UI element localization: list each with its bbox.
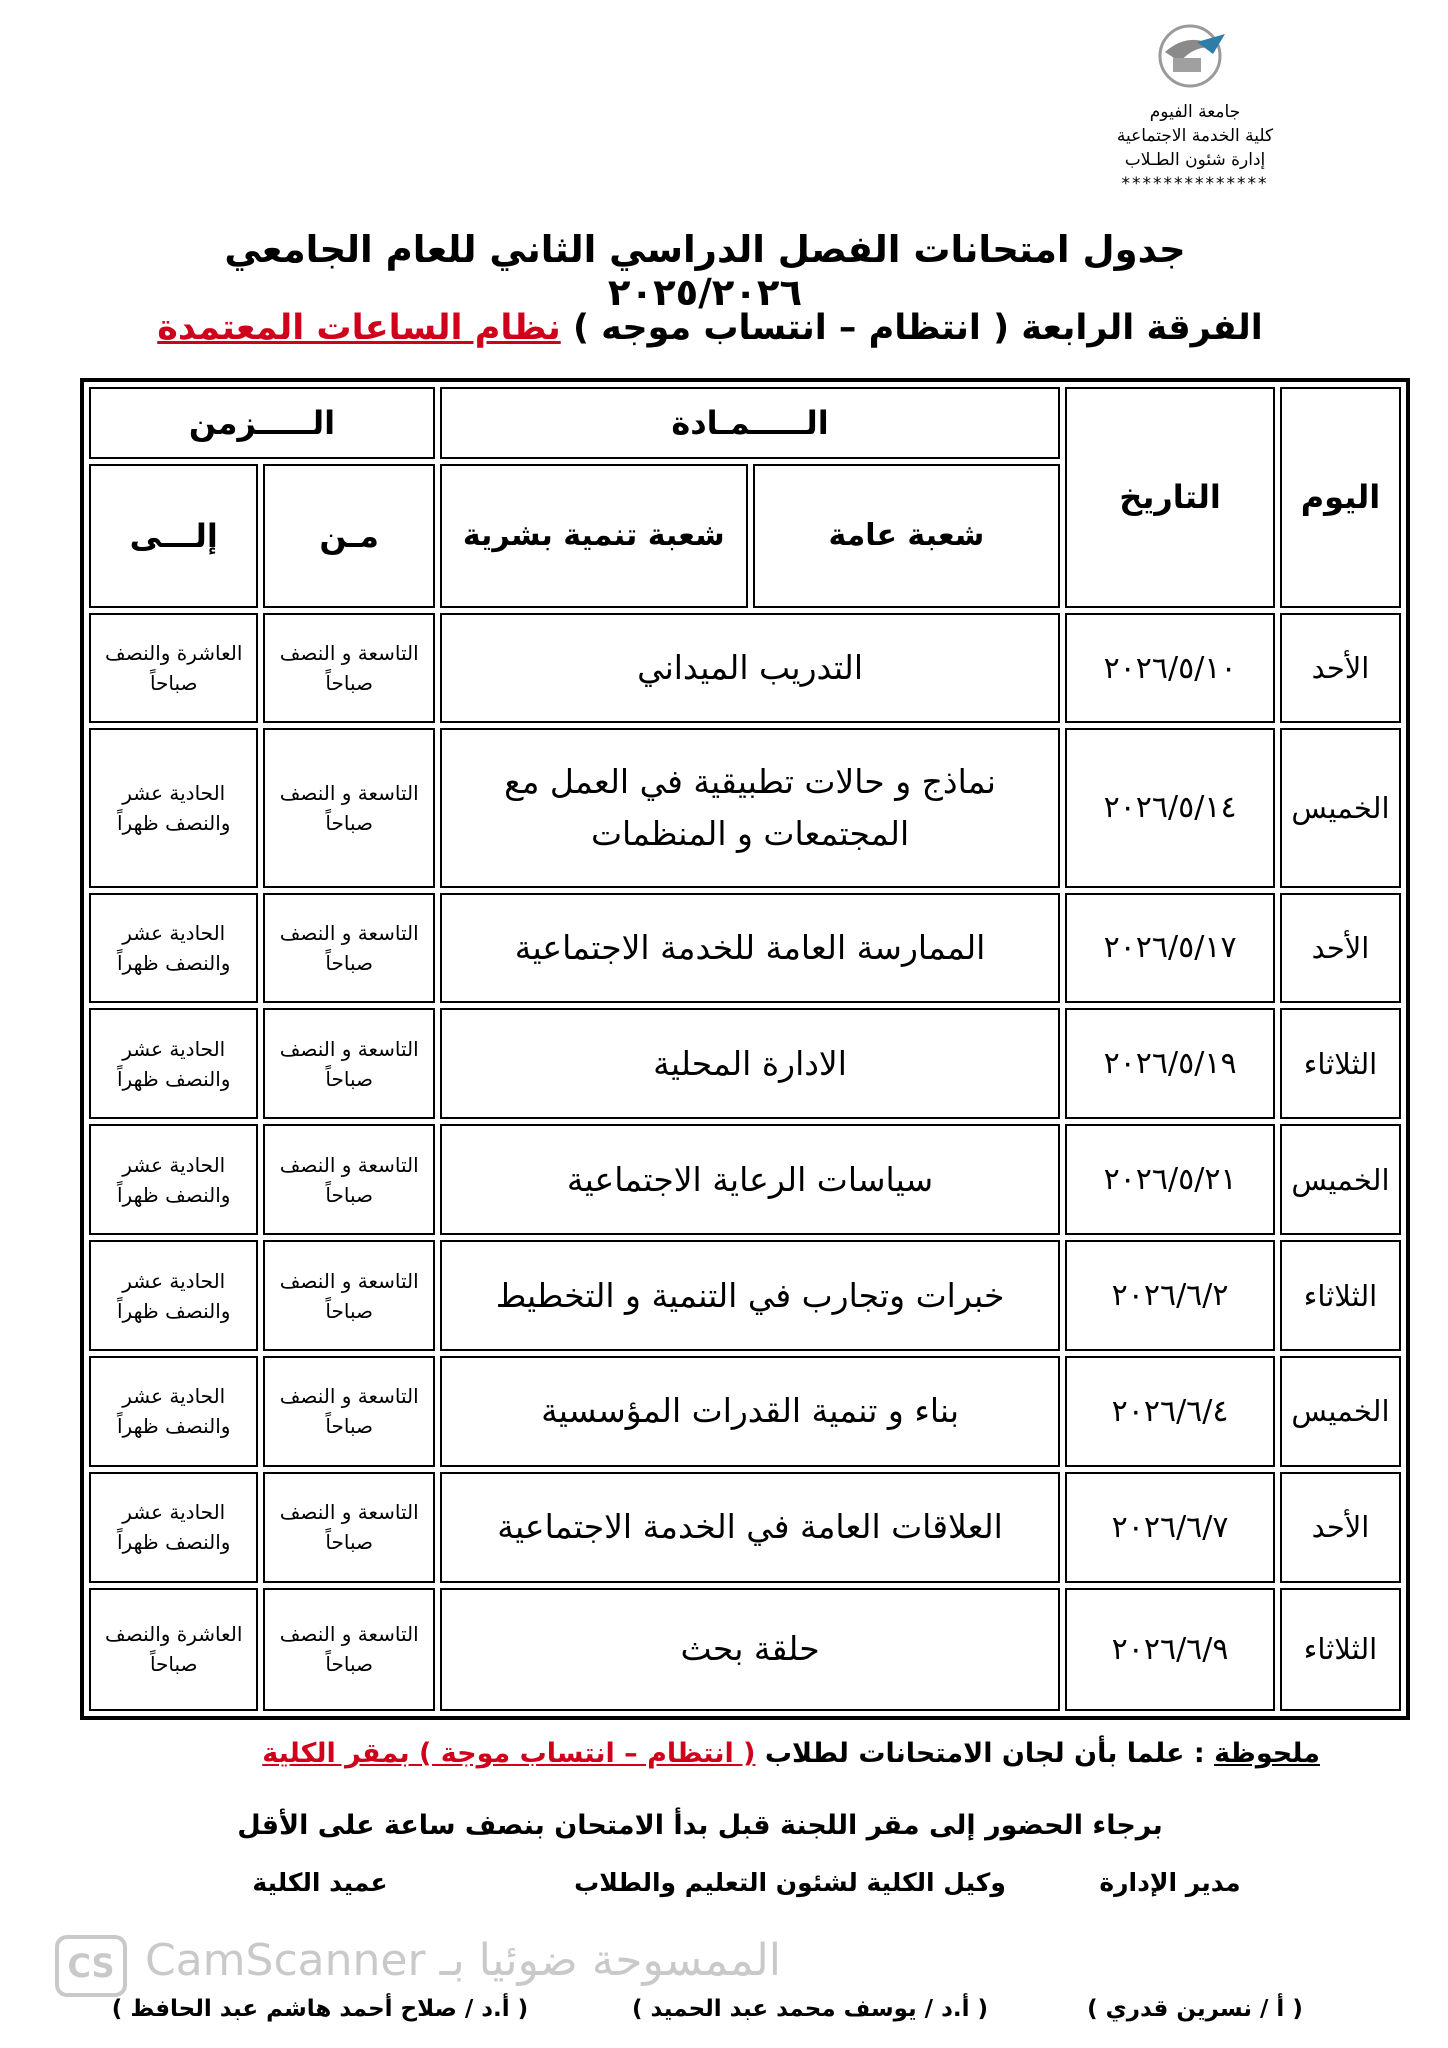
note-label: ملحوظة — [1214, 1738, 1320, 1769]
cell-subject: خبرات وتجارب في التنمية و التخطيط — [440, 1240, 1060, 1351]
header-to: إلـــى — [89, 464, 258, 608]
table-row — [89, 1472, 1401, 1583]
cell-from: التاسعة و النصف صباحاً — [263, 1588, 434, 1711]
faculty-name: كلية الخدمة الاجتماعية — [1116, 126, 1274, 146]
cell-subject: الادارة المحلية — [440, 1008, 1060, 1119]
cell-from: التاسعة و النصف صباحاً — [263, 1008, 434, 1119]
header-from: مـن — [263, 464, 434, 608]
cell-subject: الممارسة العامة للخدمة الاجتماعية — [440, 893, 1060, 1004]
cell-day: الأحد — [1280, 893, 1401, 1004]
cell-to: الحادية عشر والنصف ظهراً — [89, 1472, 258, 1583]
camscanner-text: CamScanner الممسوحة ضوئيا بـ — [145, 1935, 781, 1986]
cell-from: التاسعة و النصف صباحاً — [263, 893, 434, 1004]
cell-date: ٢٠٢٦/٦/٤ — [1065, 1356, 1275, 1467]
cell-to: الحادية عشر والنصف ظهراً — [89, 1124, 258, 1235]
cell-to: الحادية عشر والنصف ظهراً — [89, 1008, 258, 1119]
cell-from: التاسعة و النصف صباحاً — [263, 1472, 434, 1583]
page-subtitle — [150, 308, 1270, 348]
note-line-1 — [120, 1738, 1320, 1769]
header-date: التاريخ — [1065, 387, 1275, 608]
exam-schedule-table — [80, 378, 1410, 1720]
cell-to: الحادية عشر والنصف ظهراً — [89, 1356, 258, 1467]
header-day: اليوم — [1280, 387, 1401, 608]
note-location: ( انتظام – انتساب موجة ) بمقر الكلية — [262, 1738, 756, 1769]
cell-day: الثلاثاء — [1280, 1240, 1401, 1351]
cell-date: ٢٠٢٦/٦/٧ — [1065, 1472, 1275, 1583]
cell-date: ٢٠٢٦/٦/٩ — [1065, 1588, 1275, 1711]
cell-subject: التدريب الميداني — [440, 613, 1060, 724]
dean-name: ( أ.د / صلاح أحمد هاشم عبد الحافظ ) — [111, 1996, 529, 2022]
table-row — [89, 1240, 1401, 1351]
note-text: : علما بأن لجان الامتحانات لطلاب — [764, 1738, 1205, 1769]
cell-day: الخميس — [1280, 1356, 1401, 1467]
cell-to: العاشرة والنصف صباحاً — [89, 613, 258, 724]
table-row — [89, 893, 1401, 1004]
university-logo — [1125, 22, 1255, 104]
table-row — [89, 1124, 1401, 1235]
cell-day: الأحد — [1280, 613, 1401, 724]
header-time: الـــــزمن — [89, 387, 435, 459]
cell-date: ٢٠٢٦/٥/١٧ — [1065, 893, 1275, 1004]
header-subject: الـــــمـادة — [440, 387, 1060, 459]
stars-divider: ************** — [1121, 174, 1269, 194]
subtitle-system: نظام الساعات المعتمدة — [157, 308, 561, 348]
cell-day: الثلاثاء — [1280, 1588, 1401, 1711]
page-title: جدول امتحانات الفصل الدراسي الثاني للعام الجامعي ٢٠٢٥/٢٠٢٦ — [224, 228, 1186, 314]
cell-date: ٢٠٢٦/٥/١٠ — [1065, 613, 1275, 724]
header-general-division: شعبة عامة — [753, 464, 1061, 608]
cell-day: الأحد — [1280, 1472, 1401, 1583]
manager-name: ( أ / نسرين قدري ) — [1087, 1996, 1303, 2022]
cell-subject: سياسات الرعاية الاجتماعية — [440, 1124, 1060, 1235]
header-hd-division: شعبة تنمية بشرية — [440, 464, 748, 608]
manager-title: مدير الإدارة — [1099, 1868, 1241, 1897]
cell-subject: حلقة بحث — [440, 1588, 1060, 1711]
cell-to: الحادية عشر والنصف ظهراً — [89, 893, 258, 1004]
cell-to: الحادية عشر والنصف ظهراً — [89, 1240, 258, 1351]
cell-subject: نماذج و حالات تطبيقية في العمل مع المجتمعات و المنظمات — [440, 728, 1060, 887]
cell-from: التاسعة و النصف صباحاً — [263, 1240, 434, 1351]
subtitle-level: الفرقة الرابعة ( انتظام – انتساب موجه ) — [572, 308, 1263, 348]
table-row — [89, 613, 1401, 724]
cell-to: العاشرة والنصف صباحاً — [89, 1588, 258, 1711]
vice-dean-name: ( أ.د / يوسف محمد عبد الحميد ) — [631, 1996, 989, 2022]
cell-from: التاسعة و النصف صباحاً — [263, 728, 434, 887]
note-line-2: برجاء الحضور إلى مقر اللجنة قبل بدأ الامتحان بنصف ساعة على الأقل — [237, 1810, 1163, 1841]
cell-from: التاسعة و النصف صباحاً — [263, 613, 434, 724]
cell-date: ٢٠٢٦/٥/١٩ — [1065, 1008, 1275, 1119]
cell-subject: بناء و تنمية القدرات المؤسسية — [440, 1356, 1060, 1467]
university-info — [1085, 100, 1305, 196]
cell-from: التاسعة و النصف صباحاً — [263, 1356, 434, 1467]
camscanner-logo-icon: CS — [55, 1935, 127, 1997]
university-name: جامعة الفيوم — [1149, 102, 1241, 122]
cell-day: الخميس — [1280, 728, 1401, 887]
cell-to: الحادية عشر والنصف ظهراً — [89, 728, 258, 887]
department-name: إدارة شئون الطـلاب — [1124, 150, 1266, 170]
cell-subject: العلاقات العامة في الخدمة الاجتماعية — [440, 1472, 1060, 1583]
cell-day: الخميس — [1280, 1124, 1401, 1235]
camscanner-watermark — [55, 1935, 875, 1995]
table-row — [89, 1008, 1401, 1119]
cell-date: ٢٠٢٦/٥/٢١ — [1065, 1124, 1275, 1235]
table-row — [89, 1588, 1401, 1711]
cell-date: ٢٠٢٦/٥/١٤ — [1065, 728, 1275, 887]
table-row — [89, 728, 1401, 887]
cell-from: التاسعة و النصف صباحاً — [263, 1124, 434, 1235]
vice-dean-title: وكيل الكلية لشئون التعليم والطلاب — [574, 1868, 1006, 1897]
table-row — [89, 1356, 1401, 1467]
cell-day: الثلاثاء — [1280, 1008, 1401, 1119]
cell-date: ٢٠٢٦/٦/٢ — [1065, 1240, 1275, 1351]
dean-title: عميد الكلية — [252, 1868, 388, 1897]
